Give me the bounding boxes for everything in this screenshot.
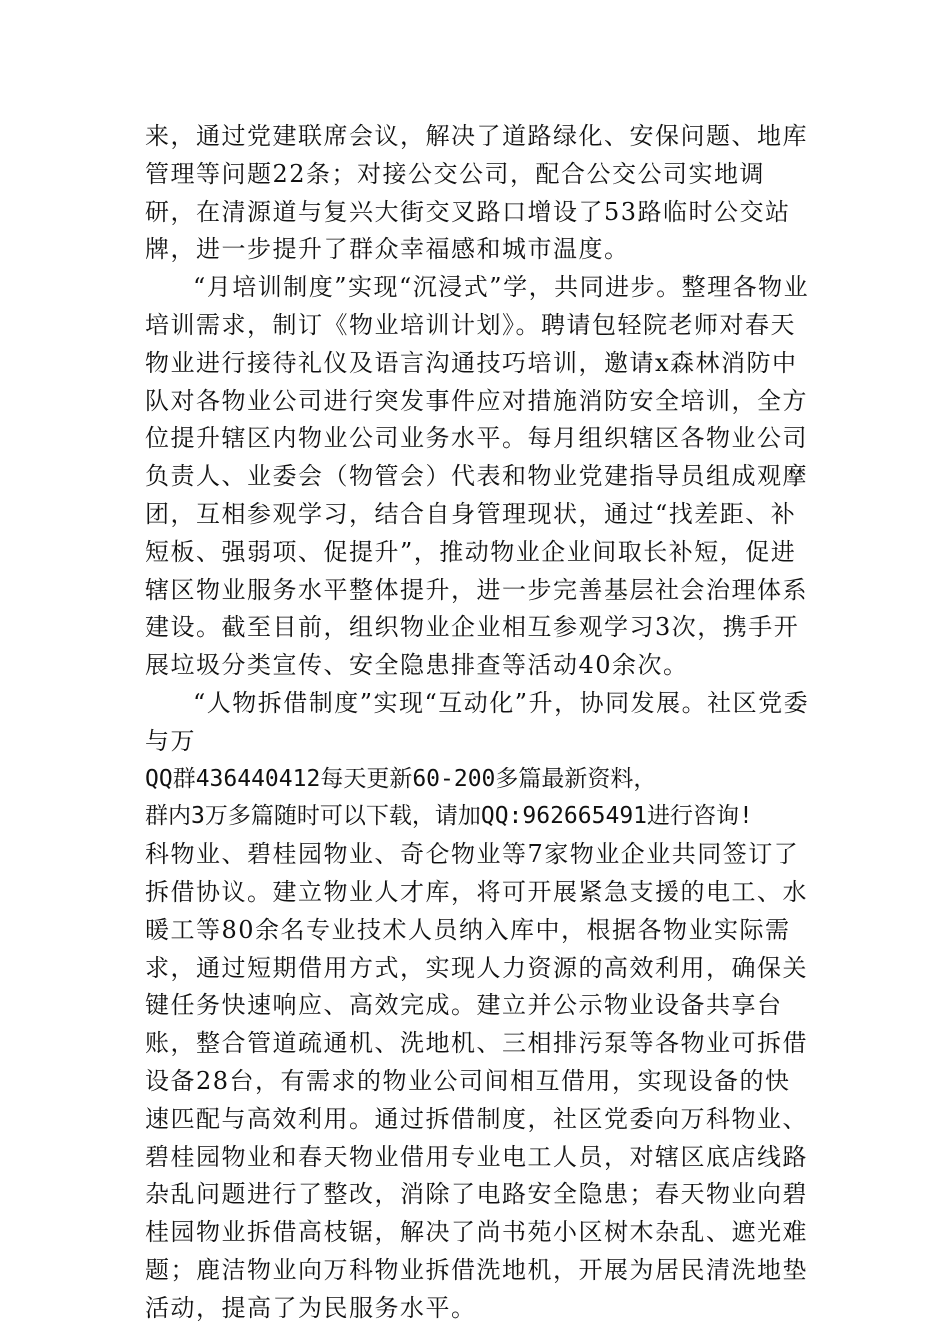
paragraph-training-system: “月培训制度”实现“沉浸式”学，共同进步。整理各物业培训需求，制订《物业培训计划》。聘请包轻院老师对春天物业进行接待礼仪及语言沟通技巧培训，邀请x森林消防中队对各物业公司进行突发事件应对措施消防安全培训，全方位提升辖区内物业公司业务水平。每月组织辖区各物业公司负责人、业委会（物管会）代表和物业党建指导员组成观摩团，互相参观学习，结合自身管理现状，通过“找差距、补短板、强弱项、促提升”，推动物业企业间取长补短，促进辖区物业服务水平整体提升，进一步完善基层社会治理体系建设。截至目前，组织物业企业相互参观学习3次，携手开展垃圾分类宣传、安全隐患排查等活动40余次。 [145, 273, 810, 680]
paragraph-resource-sharing [145, 685, 810, 1328]
paragraph-continuation: 来，通过党建联席会议，解决了道路绿化、安保问题、地库管理等问题22条；对接公交公司，配合公交公司实地调研，在清源道与复兴大街交叉路口增设了53路临时公交站牌，进一步提升了群众幸福感和城市温度。 [145, 122, 808, 264]
ad-line-two: 群内3万多篇随时可以下载，请加QQ:962665491进行咨询! [145, 803, 753, 830]
paragraph-start-text: “人物拆借制度”实现“互动化”升，协同发展。社区党委与万 [145, 688, 810, 755]
ad-line-one: QQ群436440412每天更新60-200多篇最新资料， [145, 765, 657, 792]
paragraph-rest-text: 科物业、碧桂园物业、奇仑物业等7家物业企业共同签订了拆借协议。建立物业人才库，将可开展紧急支援的电工、水暖工等80余名专业技术人员纳入库中，根据各物业实际需求，通过短期借用方式，实现人力资源的高效利用，确保关键任务快速响应、高效完成。建立并公示物业设备共享台账，整合管道疏通机、洗地机、三相排污泵等各物业可拆借设备28台，有需求的物业公司间相互借用，实现设备的快速匹配与高效利用。通过拆借制度，社区党委向万科物业、碧桂园物业和春天物业借用专业电工人员，对辖区底店线路杂乱问题进行了整改，消除了电路安全隐患；春天物业向碧桂园物业拆借高枝锯，解决了尚书苑小区树木杂乱、遮光难题；鹿洁物业向万科物业拆借洗地机，开展为居民清洗地垫活动，提高了为民服务水平。 [145, 840, 808, 1322]
document-body [145, 118, 810, 1328]
